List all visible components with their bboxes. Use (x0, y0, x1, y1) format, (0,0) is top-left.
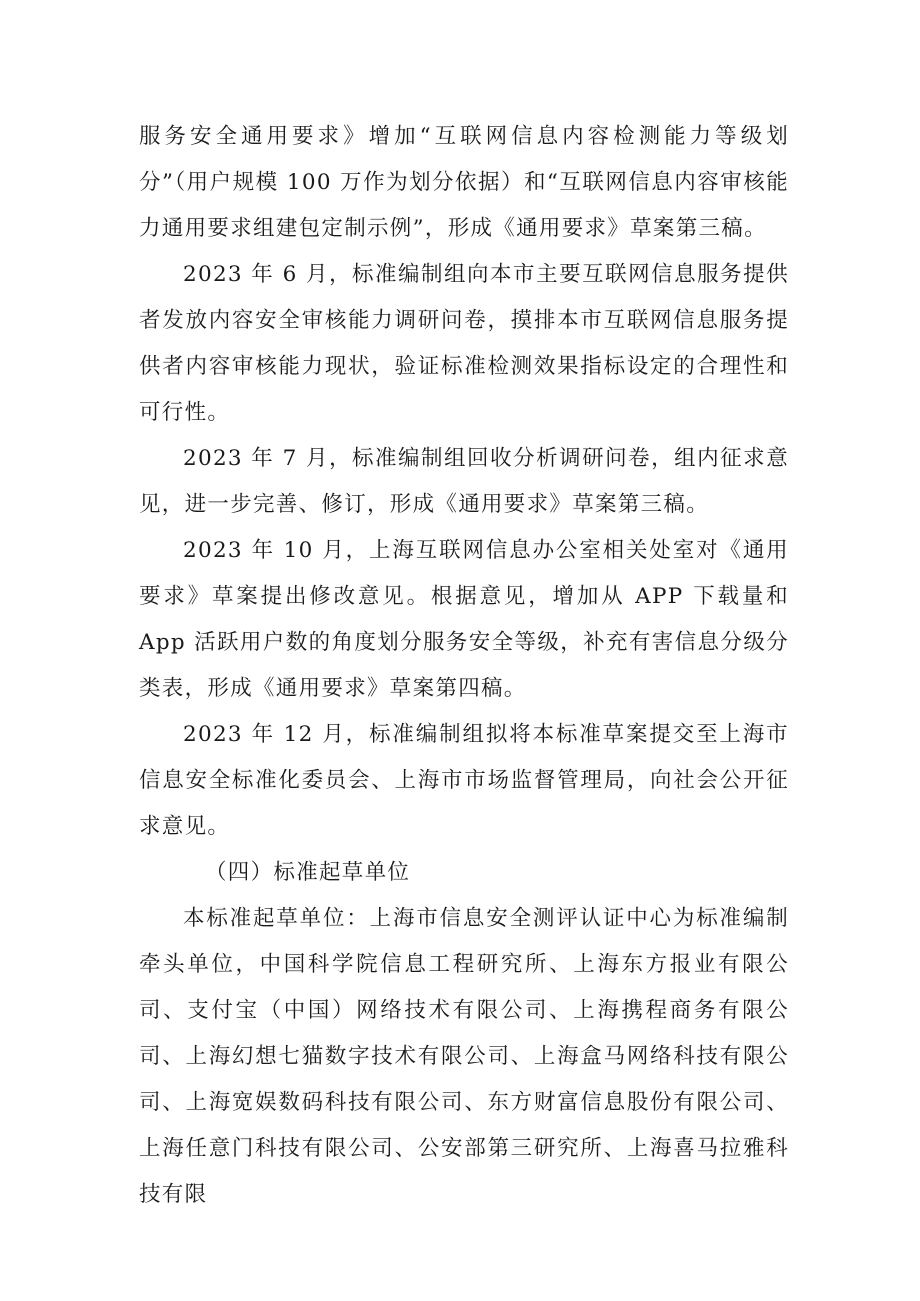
paragraph-july-2023: 2023 年 7 月，标准编制组回收分析调研问卷，组内征求意见，进一步完善、修订，形成《通用要求》草案第三稿。 (139, 446, 789, 517)
paragraph-june-2023: 2023 年 6 月，标准编制组向本市主要互联网信息服务提供者发放内容安全审核能力调研问卷，摸排本市互联网信息服务提供者内容审核能力现状，验证标准检测效果指标设定的合理性和可行性。 (139, 262, 789, 425)
paragraph-continuation: 服务安全通用要求》增加“互联网信息内容检测能力等级划分”（用户规模 100 万作为划分依据）和“互联网信息内容审核能力通用要求组建包定制示例”，形成《通用要求》草案第三稿。 (139, 124, 789, 241)
section-heading: （四）标准起草单位 (205, 860, 411, 885)
paragraph-december-2023: 2023 年 12 月，标准编制组拟将本标准草案提交至上海市信息安全标准化委员会、上海市市场监督管理局，向社会公开征求意见。 (139, 722, 789, 839)
document-body (139, 114, 789, 1218)
paragraph-october-2023: 2023 年 10 月，上海互联网信息办公室相关处室对《通用要求》草案提出修改意见。根据意见，增加从 APP 下载量和 App 活跃用户数的角度划分服务安全等级，补充有害信息分级分类表，形成《通用要求》草案第四稿。 (139, 538, 789, 701)
paragraph-drafting-units: 本标准起草单位：上海市信息安全测评认证中心为标准编制牵头单位，中国科学院信息工程研究所、上海东方报业有限公司、支付宝（中国）网络技术有限公司、上海携程商务有限公司、上海幻想七猫数字技术有限公司、上海盒马网络科技有限公司、上海宽娱数码科技有限公司、东方财富信息股份有限公司、上海任意门科技有限公司、公安部第三研究所、上海喜马拉雅科技有限 (139, 906, 789, 1207)
